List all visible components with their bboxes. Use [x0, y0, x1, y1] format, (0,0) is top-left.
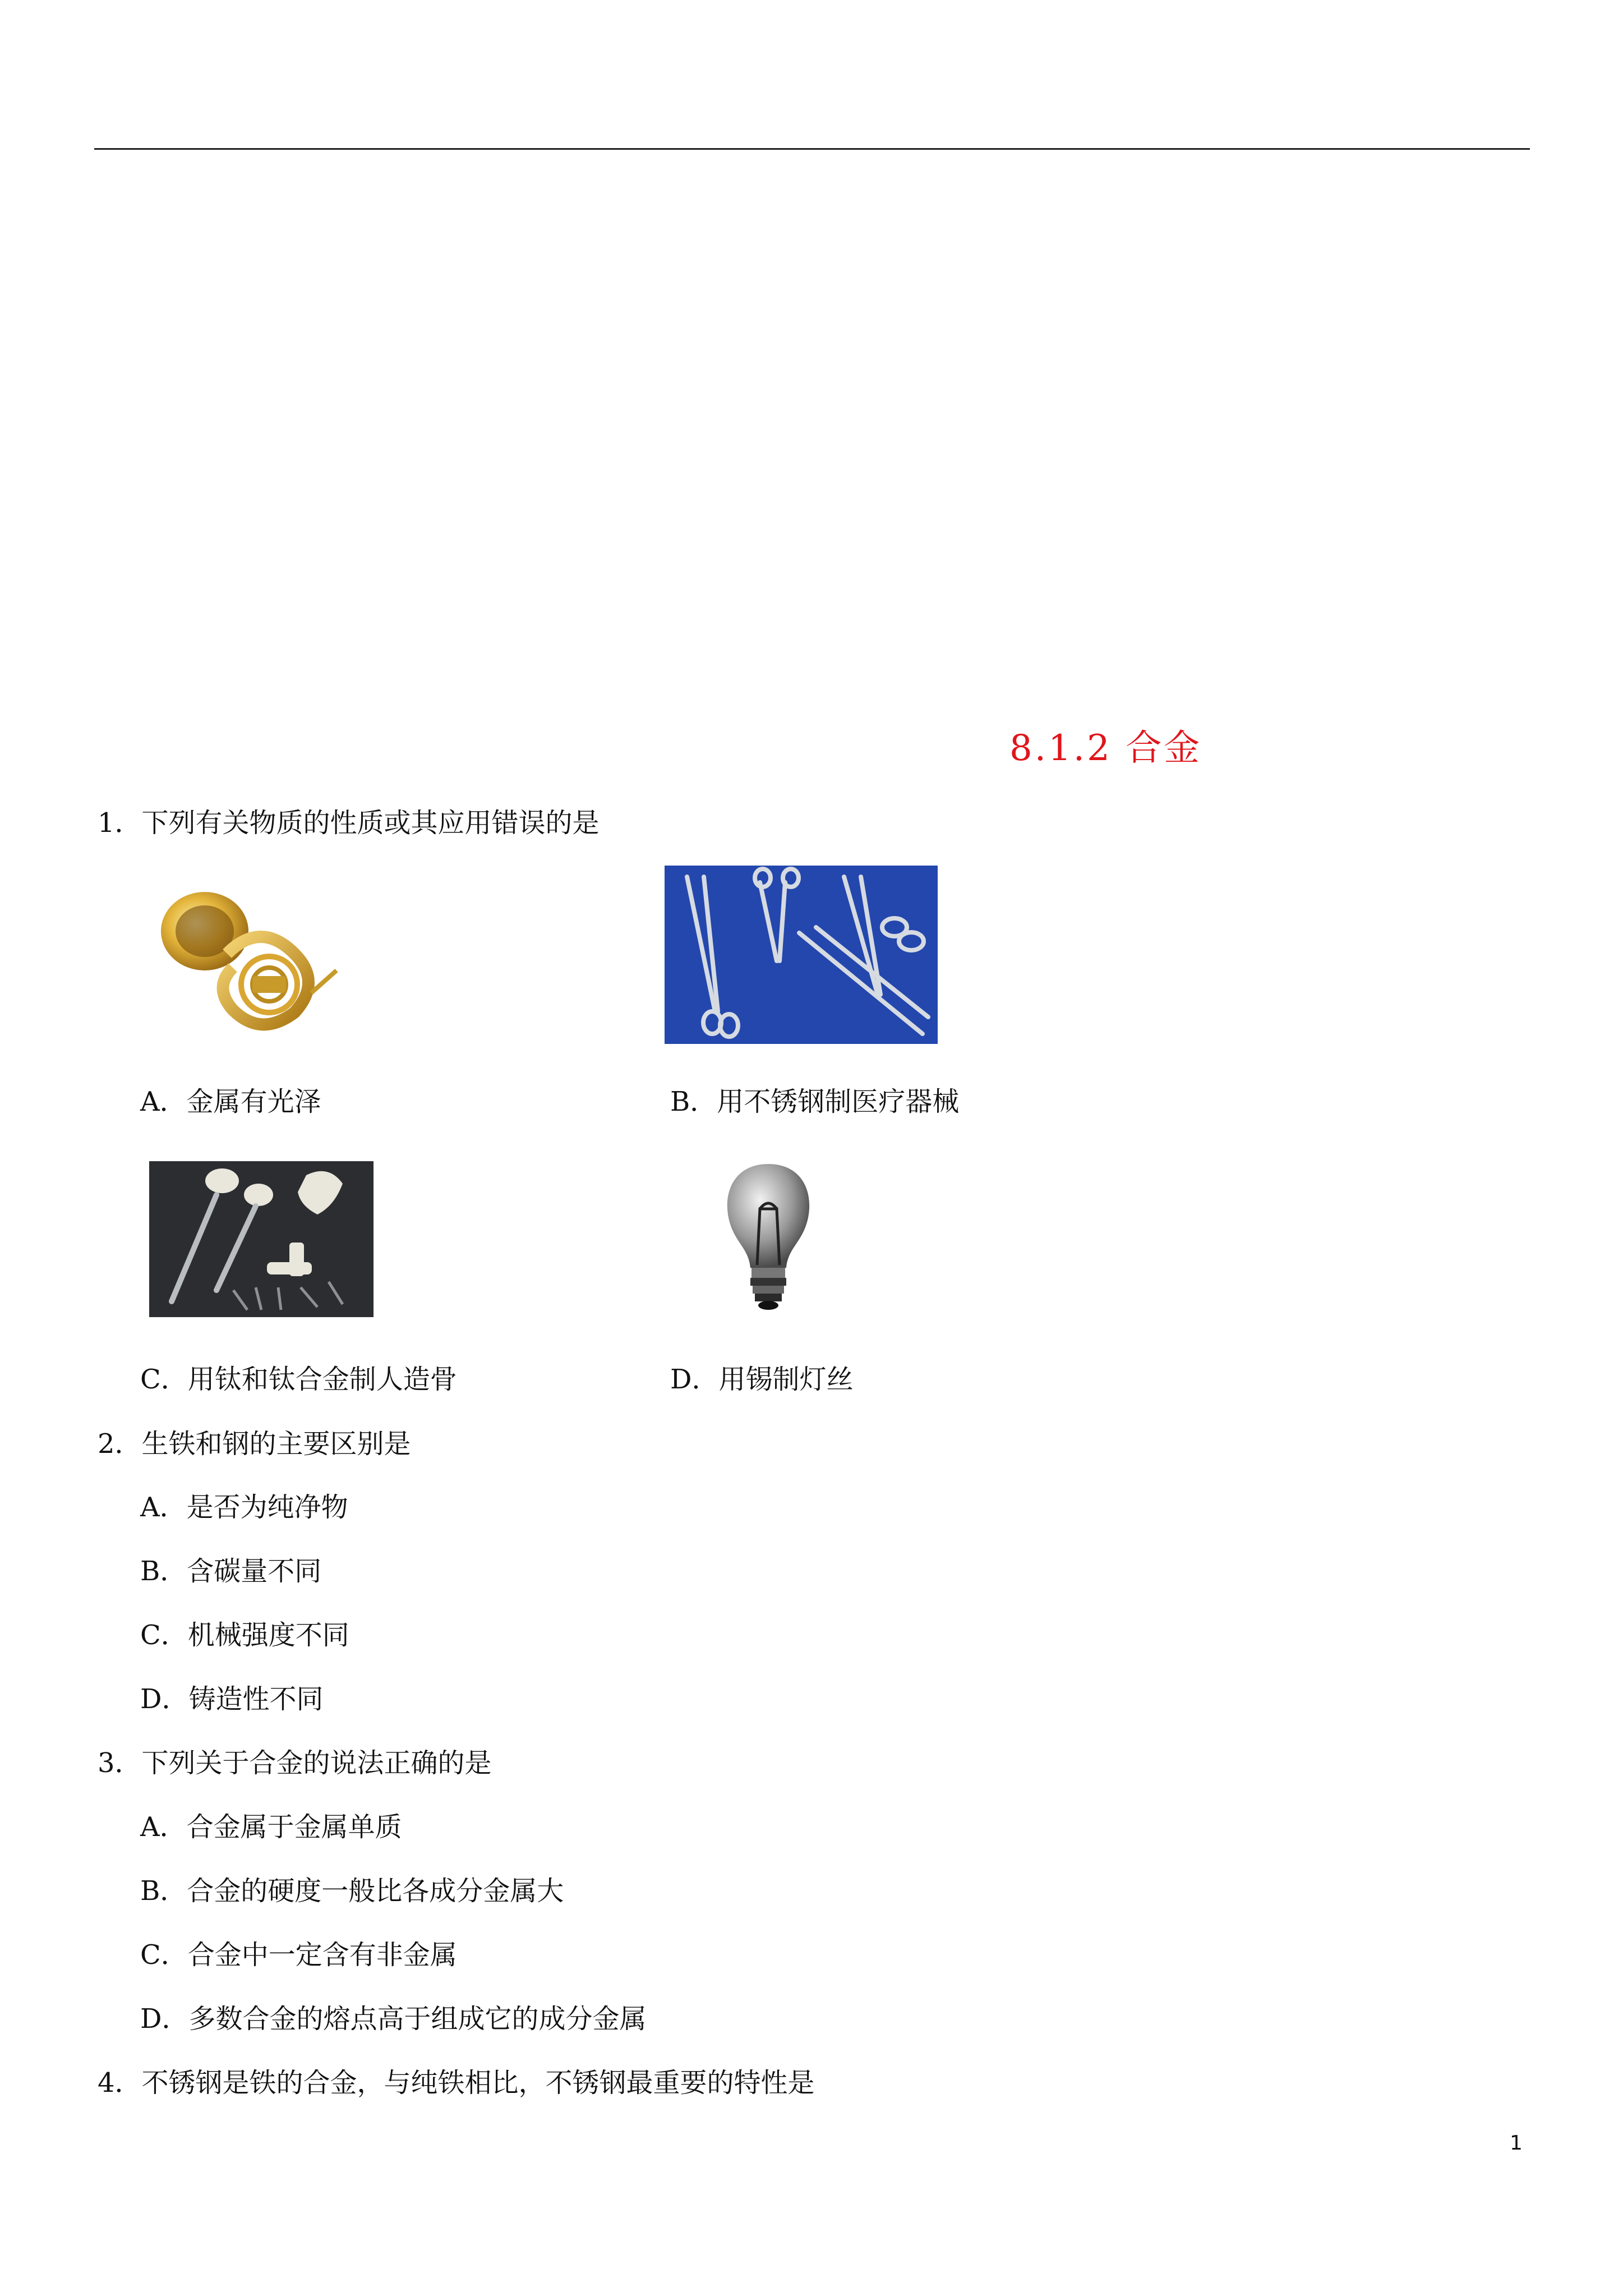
q1-option-a: A．金属有光泽	[140, 1086, 321, 1117]
q3-option-b: B．合金的硬度一般比各成分金属大	[140, 1875, 564, 1907]
question-4-stem: 4．不锈钢是铁的合金，与纯铁相比，不锈钢最重要的特性是	[98, 2067, 815, 2099]
q3-option-a: A．合金属于金属单质	[140, 1811, 402, 1843]
titanium-bone-implants-image	[149, 1161, 374, 1317]
question-1-stem: 1．下列有关物质的性质或其应用错误的是	[98, 807, 600, 839]
french-horn-image	[143, 886, 348, 1038]
q1-option-c: C．用钛和钛合金制人造骨	[140, 1364, 457, 1395]
page-number: 1	[1510, 2132, 1523, 2155]
q1-option-b: B．用不锈钢制医疗器械	[670, 1086, 960, 1117]
q2-option-c: C．机械强度不同	[140, 1619, 349, 1651]
q2-option-a: A．是否为纯净物	[140, 1492, 348, 1523]
question-3-stem: 3．下列关于合金的说法正确的是	[98, 1747, 492, 1779]
question-2-stem: 2．生铁和钢的主要区别是	[98, 1428, 411, 1460]
section-title: 8.1.2 合金	[1009, 728, 1202, 769]
header-rule	[94, 148, 1530, 150]
q1-option-d: D．用锡制灯丝	[670, 1364, 854, 1395]
q3-option-c: C．合金中一定含有非金属	[140, 1939, 457, 1971]
q2-option-b: B．含碳量不同	[140, 1556, 322, 1587]
q3-option-d: D．多数合金的熔点高于组成它的成分金属	[140, 2003, 647, 2035]
q2-option-d: D．铸造性不同	[140, 1683, 324, 1715]
surgical-instruments-image	[665, 866, 938, 1044]
light-bulb-image	[718, 1158, 819, 1311]
